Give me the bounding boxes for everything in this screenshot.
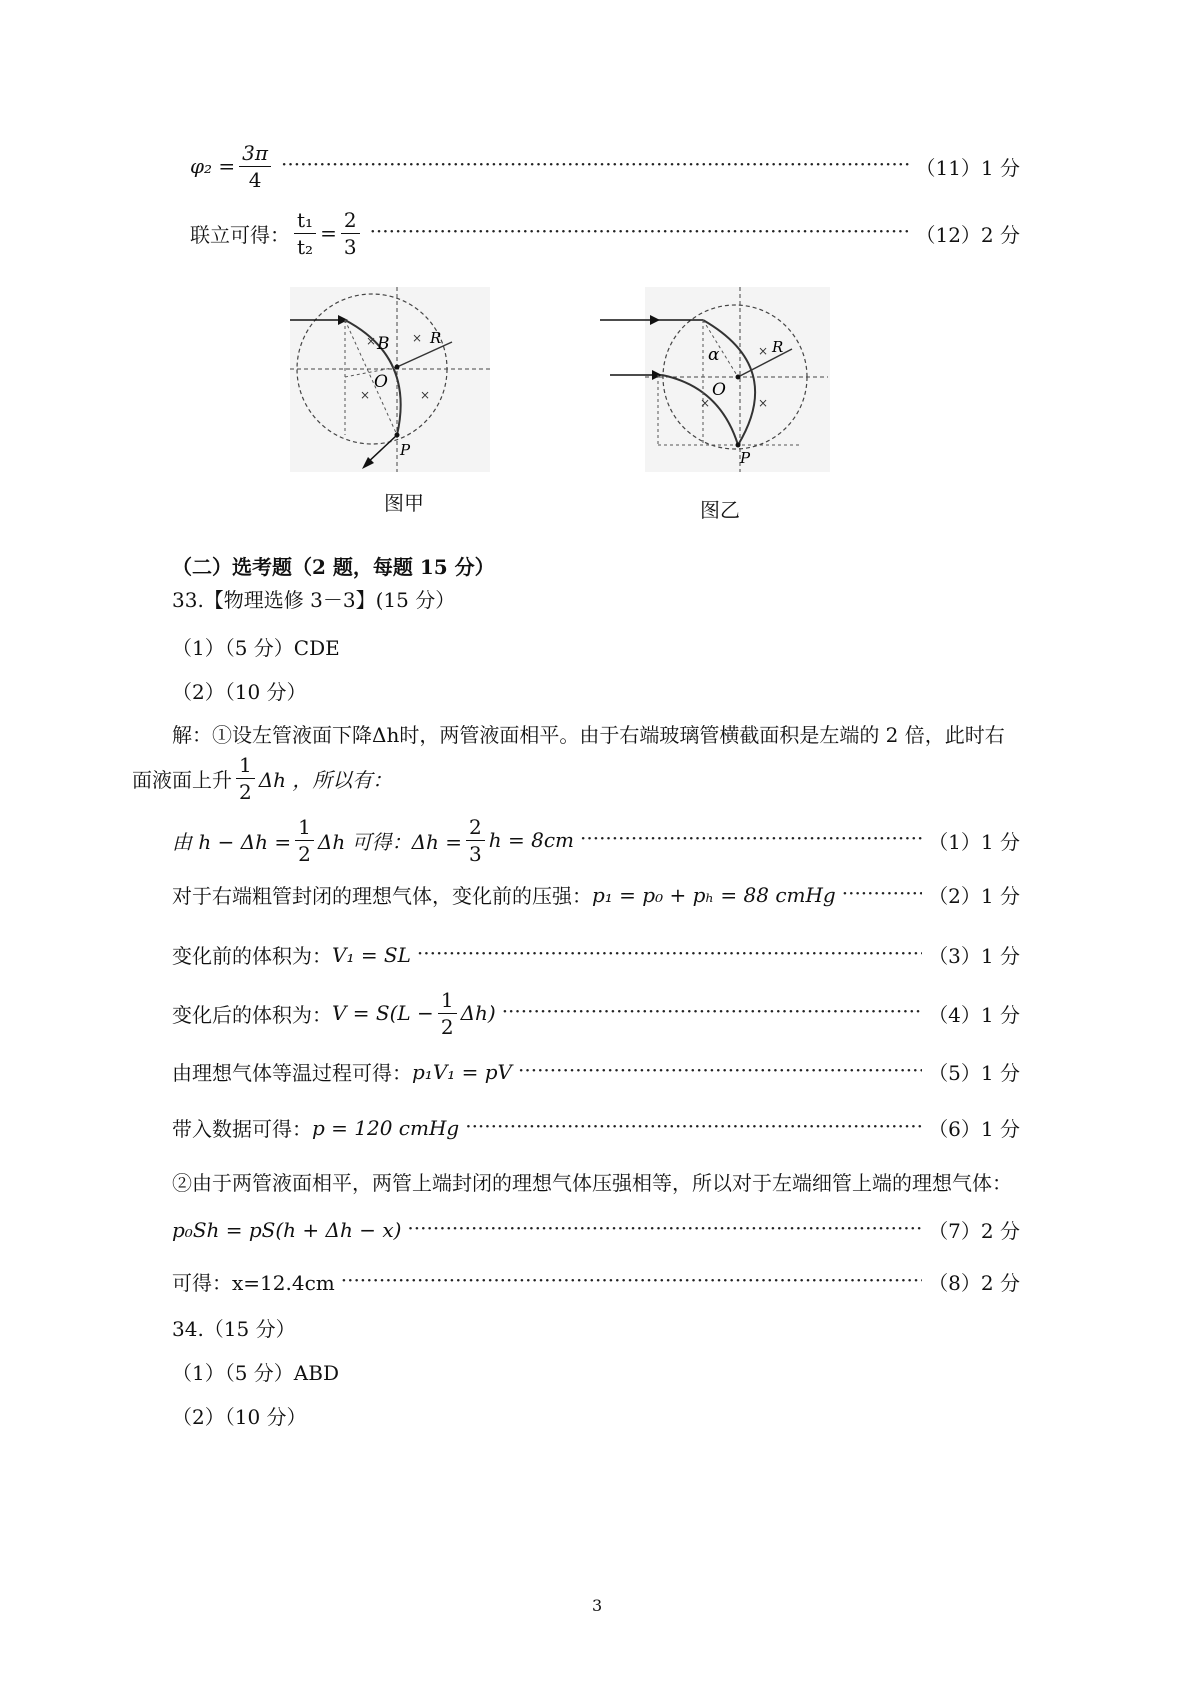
line12-prefix: 联立可得： [190, 222, 290, 247]
label-O-yi: O [712, 380, 726, 400]
q34-part1: （1）（5 分）ABD [172, 1361, 339, 1385]
equation-line-q33-5: 由理想气体等温过程可得： p₁V₁ = pV ····· （5）1 分 [172, 1057, 1020, 1086]
label-R: R [430, 329, 442, 347]
figure-yi-caption: 图乙 [700, 498, 740, 522]
svg-text:×: × [700, 396, 711, 410]
q33-solution-b: 面液面上升 $\frac{1}{2}$ Δh ，所以有： [132, 753, 393, 804]
svg-text:×: × [412, 331, 423, 345]
section-title: （二）选考题（2 题，每题 15 分） [172, 555, 495, 579]
fraction-2-3: $\frac{2}{3}$ [341, 207, 360, 260]
q34-part2: （2）（10 分） [172, 1405, 307, 1429]
dot-leader [281, 154, 909, 178]
equation-line-q33-6: 带入数据可得： p = 120 cmHg ····· （6）1 分 [172, 1113, 1020, 1142]
label-R-yi: R [772, 338, 784, 356]
q33-part2: （2）（10 分） [172, 680, 307, 704]
score-11: （11）1 分 [915, 155, 1020, 180]
figure-yi-diagram [600, 287, 830, 472]
dot-leader [370, 221, 910, 245]
q33-title: 33.【物理选修 3－3】(15 分） [172, 588, 456, 612]
equation-line-q33-8: 可得：x=12.4cm ····· （8）2 分 [172, 1267, 1020, 1296]
equation-line-11 [190, 136, 1020, 196]
q34-title: 34.（15 分） [172, 1317, 296, 1341]
q33-solution-2: ②由于两管液面相平，两管上端封闭的理想气体压强相等，所以对于左端细管上端的理想气体： [172, 1171, 1012, 1195]
equation-line-q33-4: 变化后的体积为： V = S(L − $\frac{1}{2}$ Δh) ····· （4）1 分 [172, 983, 1020, 1043]
fraction-3pi-4: $\frac{3\pi}{4}$ [239, 140, 271, 193]
label-P: P [400, 441, 411, 459]
svg-text:×: × [758, 344, 769, 358]
score-12: （12）2 分 [915, 222, 1020, 247]
svg-text:×: × [366, 334, 377, 348]
figure-jia-caption: 图甲 [384, 491, 424, 515]
equation-line-12 [190, 203, 1020, 263]
phi2-lhs: φ₂ = [190, 154, 236, 178]
label-O: O [374, 372, 388, 392]
label-P-yi: P [740, 449, 751, 467]
q33-solution-a: 解：①设左管液面下降Δh时，两管液面相平。由于右端玻璃管横截面积是左端的 2 倍，此时右 [172, 723, 1005, 747]
equation-line-q33-2: 对于右端粗管封闭的理想气体，变化前的压强： p₁ = p₀ + pₕ = 88 cmHg ····· （2）1 分 [172, 880, 1020, 909]
svg-text:×: × [360, 388, 371, 402]
fraction-t1-t2: $\frac{\text{t₁}}{\text{t₂}}$ [294, 207, 316, 260]
svg-text:×: × [758, 396, 769, 410]
label-B: B [377, 334, 390, 354]
equation-line-q33-1: 由 h − Δh = $\frac{1}{2}$ Δh 可得：Δh = $\frac{2}{3}$ h = 8cm ····· （1）1 分 [172, 810, 1020, 870]
label-alpha: α [708, 345, 720, 365]
q33-part1: （1）（5 分）CDE [172, 636, 340, 660]
figure-jia-diagram [290, 287, 490, 472]
page-number: 3 [592, 1596, 603, 1615]
equation-line-q33-3: 变化前的体积为： V₁ = SL ····· （3）1 分 [172, 940, 1020, 969]
svg-text:×: × [420, 388, 431, 402]
equation-line-q33-7: p₀Sh = pS(h + Δh − x) ····· （7）2 分 [172, 1215, 1020, 1244]
equals-sign: = [320, 221, 337, 245]
fraction-1-2: $\frac{1}{2}$ [236, 752, 255, 805]
